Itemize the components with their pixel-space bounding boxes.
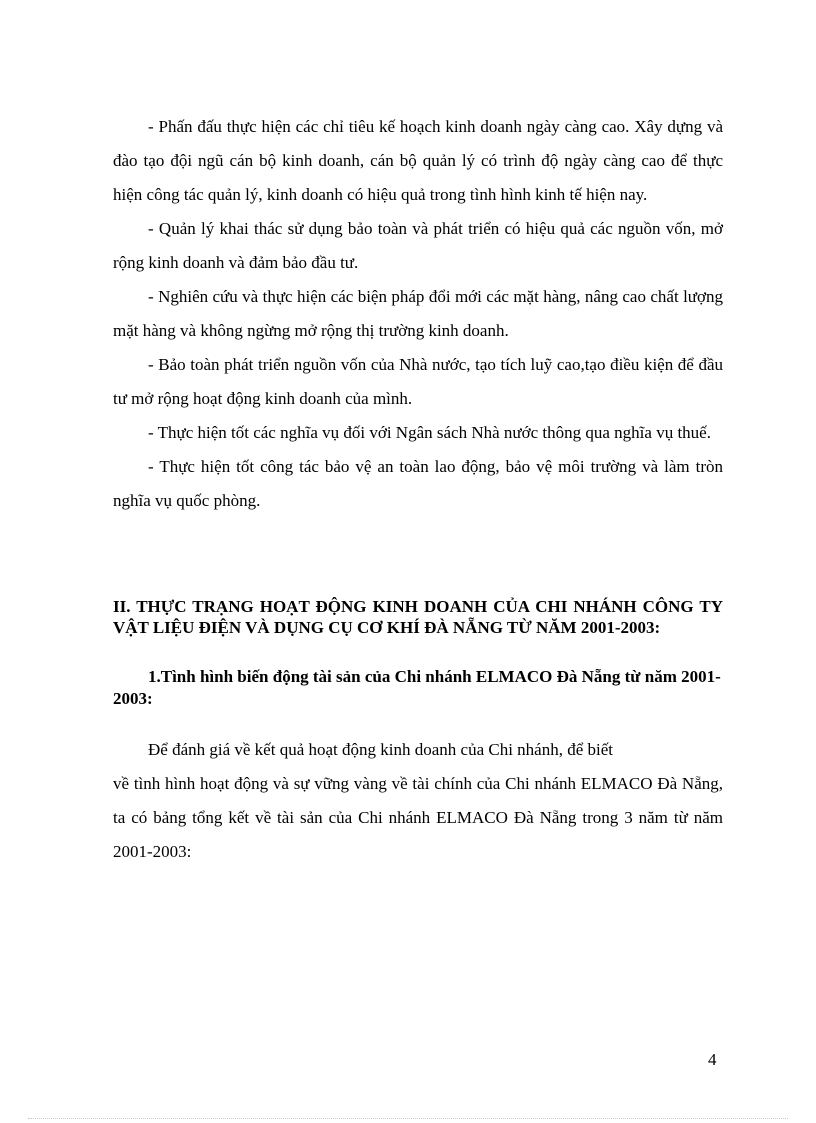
objective-item: - Quản lý khai thác sử dụng bảo toàn và phát triển có hiệu quả các nguồn vốn, mở rộng kinh doanh và đảm bảo đầu tư.	[113, 219, 723, 272]
objectives-list	[113, 110, 723, 518]
objective-item: - Phấn đấu thực hiện các chỉ tiêu kế hoạch kinh doanh ngày càng cao. Xây dựng và đào tạo đội ngũ cán bộ kinh doanh, cán bộ quản lý có trình độ ngày càng cao để thực hiện công tác quản lý, kinh doanh có hiệu quả trong tình hình kinh tế hiện nay.	[113, 117, 723, 204]
intro-first-line: Để đánh giá về kết quả hoạt động kinh doanh của Chi nhánh, để biết	[148, 740, 614, 759]
page-bottom-divider	[28, 1118, 788, 1119]
objective-item: - Thực hiện tốt các nghĩa vụ đối với Ngân sách Nhà nước thông qua nghĩa vụ thuế.	[148, 423, 711, 442]
intro-paragraph	[113, 733, 723, 869]
section-heading: II. THỰC TRẠNG HOẠT ĐỘNG KINH DOANH CỦA CHI NHÁNH CÔNG TY VẬT LIỆU ĐIỆN VÀ DỤNG CỤ CƠ KHÍ ĐÀ NẴNG TỪ NĂM 2001-2003:	[113, 597, 723, 637]
intro-continuation: về tình hình hoạt động và sự vững vàng về tài chính của Chi nhánh ELMACO Đà Nẵng, ta có bảng tổng kết về tài sản của Chi nhánh ELMACO Đà Nẵng trong 3 năm từ năm 2001-2003:	[113, 774, 723, 861]
objective-item: - Bảo toàn phát triển nguồn vốn của Nhà nước, tạo tích luỹ cao,tạo điều kiện để đầu tư mở rộng hoạt động kinh doanh của mình.	[113, 355, 723, 408]
subsection-heading: 1.Tình hình biến động tài sản của Chi nhánh ELMACO Đà Nẵng từ năm 2001-2003:	[113, 667, 721, 708]
page-number: 4	[708, 1050, 717, 1069]
objective-item: - Nghiên cứu và thực hiện các biện pháp đổi mới các mặt hàng, nâng cao chất lượng mặt hàng và không ngừng mở rộng thị trường kinh doanh.	[113, 287, 723, 340]
objective-item: - Thực hiện tốt công tác bảo vệ an toàn lao động, bảo vệ môi trường và làm tròn nghĩa vụ quốc phòng.	[113, 457, 723, 510]
